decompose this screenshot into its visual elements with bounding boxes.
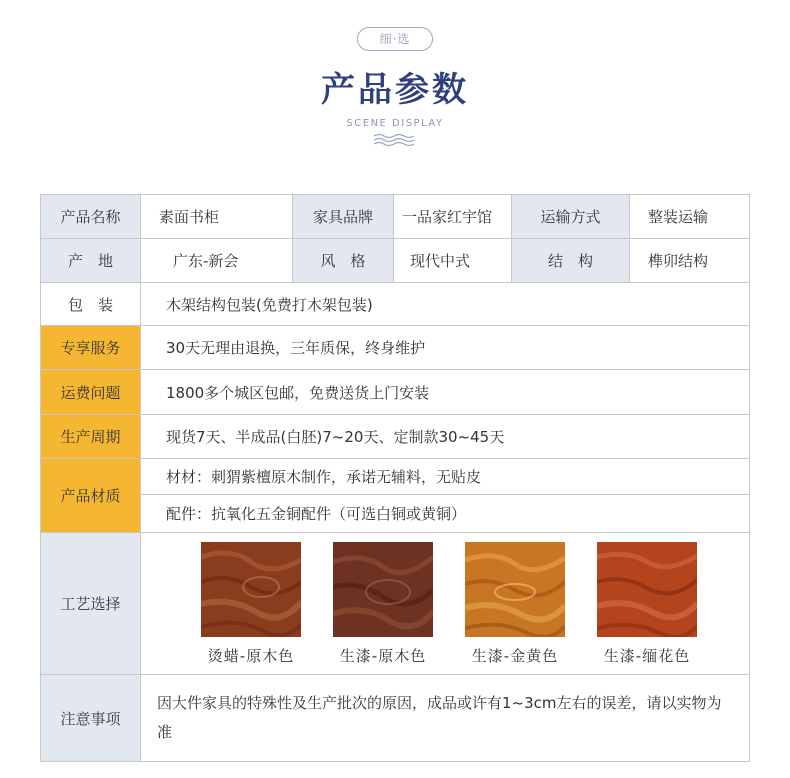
craft-option[interactable] — [201, 542, 301, 666]
label-transport: 运输方式 — [512, 195, 630, 239]
label-product-name: 产品名称 — [41, 195, 141, 239]
table-row — [41, 495, 750, 533]
value-structure: 榫卯结构 — [630, 239, 750, 283]
value-style: 现代中式 — [394, 239, 512, 283]
craft-option[interactable] — [333, 542, 433, 666]
label-cycle: 生产周期 — [41, 415, 141, 459]
label-brand: 家具品牌 — [293, 195, 394, 239]
section-tag: 细·选 — [357, 27, 433, 51]
craft-options — [141, 533, 750, 675]
table-row — [41, 459, 750, 495]
label-origin: 产 地 — [41, 239, 141, 283]
table-row — [41, 415, 750, 459]
label-package: 包 装 — [41, 283, 141, 326]
page-subtitle: SCENE DISPLAY — [346, 118, 444, 129]
wood-swatch-3 — [465, 542, 565, 637]
craft-option-label: 生漆-金黄色 — [471, 646, 559, 665]
craft-option[interactable] — [597, 542, 697, 666]
label-style: 风 格 — [293, 239, 394, 283]
table-row — [41, 675, 750, 762]
wood-swatch-4 — [597, 542, 697, 637]
label-craft: 工艺选择 — [41, 533, 141, 675]
value-notice: 因大件家具的特殊性及生产批次的原因，成品或许有1~3cm左右的误差，请以实物为准 — [141, 675, 750, 762]
table-row — [41, 195, 750, 239]
wood-swatch-2 — [333, 542, 433, 637]
table-row — [41, 283, 750, 326]
craft-option[interactable] — [465, 542, 565, 666]
table-row — [41, 533, 750, 675]
craft-option-label: 烫蜡-原木色 — [207, 646, 295, 665]
label-material: 产品材质 — [41, 459, 141, 533]
craft-option-label: 生漆-缅花色 — [603, 646, 691, 665]
label-structure: 结 构 — [512, 239, 630, 283]
value-package: 木架结构包装(免费打木架包装) — [141, 283, 750, 326]
wave-icon — [372, 133, 418, 147]
value-material-line1: 材材：刺猬紫檀原木制作，承诺无辅料，无贴皮 — [141, 459, 750, 495]
table-row — [41, 370, 750, 415]
table-row — [41, 326, 750, 370]
value-product-name: 素面书柜 — [141, 195, 293, 239]
params-table — [40, 194, 750, 762]
label-service: 专享服务 — [41, 326, 141, 370]
label-shipping: 运费问题 — [41, 370, 141, 415]
label-notice: 注意事项 — [41, 675, 141, 762]
value-brand: 一品家红宇馆 — [394, 195, 512, 239]
table-row — [41, 239, 750, 283]
value-transport: 整装运输 — [630, 195, 750, 239]
value-material-line2: 配件：抗氧化五金铜配件（可选白铜或黄铜） — [141, 495, 750, 533]
craft-option-label: 生漆-原木色 — [339, 646, 427, 665]
value-origin: 广东-新会 — [141, 239, 293, 283]
page-title: 产品参数 — [321, 70, 469, 110]
value-shipping: 1800多个城区包邮，免费送货上门安装 — [141, 370, 750, 415]
value-service: 30天无理由退换，三年质保，终身维护 — [141, 326, 750, 370]
wood-swatch-1 — [201, 542, 301, 637]
value-cycle: 现货7天、半成品(白胚)7~20天、定制款30~45天 — [141, 415, 750, 459]
